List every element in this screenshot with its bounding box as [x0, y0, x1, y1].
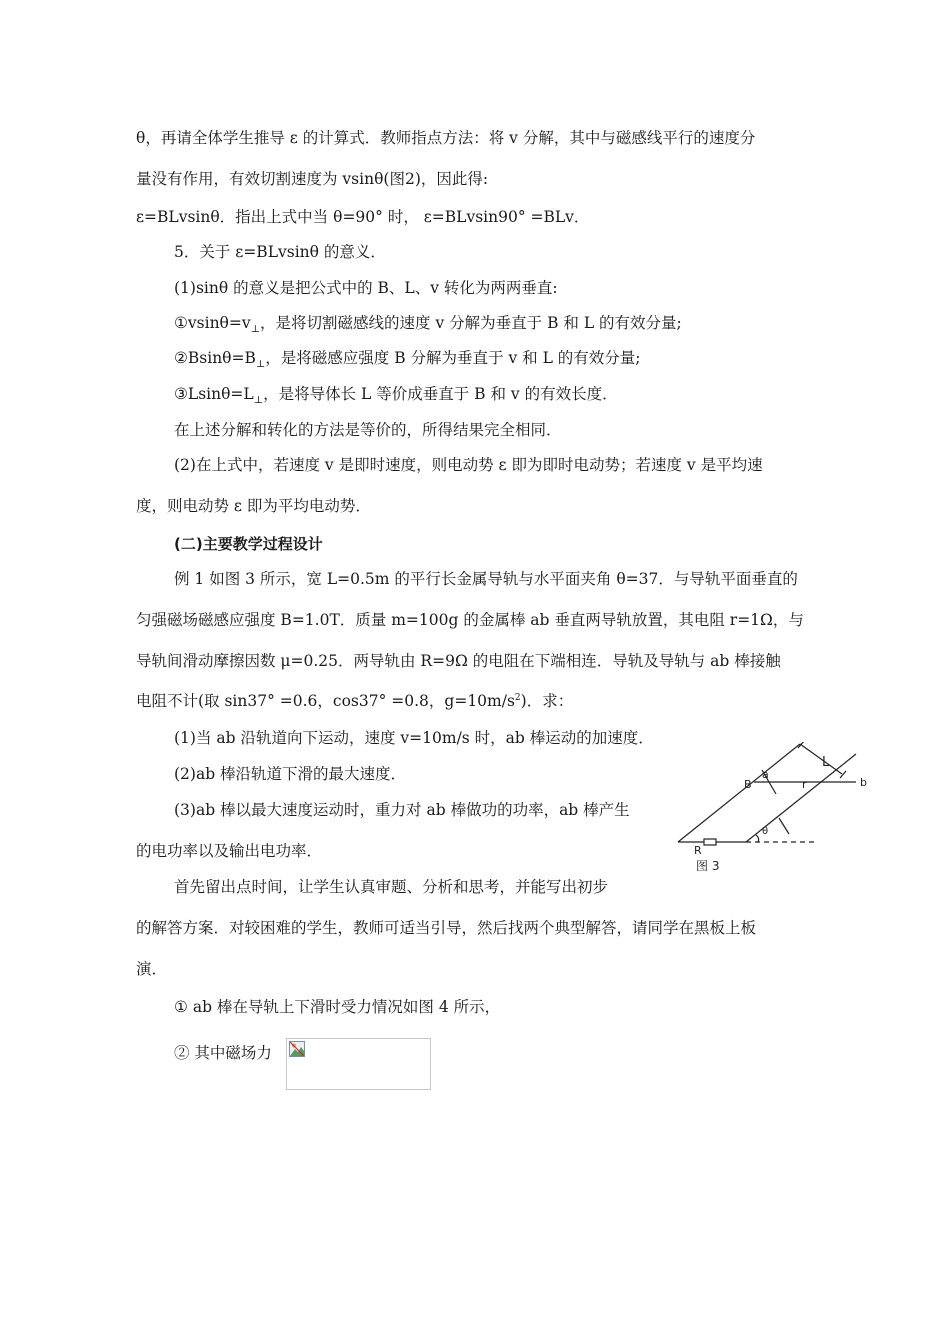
- text-line: 的解答方案．对较困难的学生，教师可适当引导，然后找两个典型解答，请同学在黑板上板: [136, 919, 757, 937]
- text-line: ① ab 棒在导轨上下滑时受力情况如图 4 所示，: [174, 998, 501, 1016]
- broken-image-icon: [289, 1041, 305, 1057]
- perp-subscript: ⊥: [253, 395, 264, 407]
- formula-line: ε=BLvsinθ．指出上式中当 θ=90° 时， ε=BLvsin90° =BLv．: [136, 208, 590, 226]
- question-3-cont: 的电功率以及输出电功率．: [136, 842, 323, 860]
- text-line: [174, 383, 618, 405]
- text-span: ，是将导体长 L 等价成垂直于 B 和 v 的有效长度．: [263, 385, 618, 403]
- text-line: 例 1 如图 3 所示，宽 L=0.5m 的平行长金属导轨与水平面夹角 θ=37．与导轨平面垂直的: [174, 570, 798, 588]
- text-line: 演．: [136, 960, 168, 978]
- question-2: (2)ab 棒沿轨道下滑的最大速度．: [174, 765, 407, 783]
- text-line: [174, 312, 682, 334]
- text-line: [174, 347, 641, 369]
- label-a: a: [762, 768, 769, 781]
- figure-3-diagram: [674, 742, 874, 882]
- perp-subscript: ⊥: [255, 359, 266, 371]
- text-line: 在上述分解和转化的方法是等价的，所得结果完全相同．: [174, 421, 562, 439]
- text-line: 导轨间滑动摩擦因数 μ=0.25．两导轨由 R=9Ω 的电阻在下端相连．导轨及导轨与 ab 棒接触: [136, 652, 781, 670]
- label-theta: θ: [762, 826, 769, 837]
- text-line: 量没有作用，有效切割速度为 vsinθ(图2)，因此得:: [136, 170, 489, 188]
- perp-subscript: ⊥: [250, 324, 261, 336]
- text-span: 电阻不计(取 sin37° =0.6，cos37° =0.8，g=10m/s: [136, 692, 515, 710]
- text-span: ②Bsinθ=B: [174, 349, 256, 367]
- figure-caption: 图 3: [696, 859, 720, 873]
- text-line: ② 其中磁场力: [174, 1044, 272, 1062]
- label-r: r: [802, 778, 807, 791]
- text-line: 度，则电动势 ε 即为平均电动势．: [136, 497, 371, 515]
- text-line: (1)sinθ 的意义是把公式中的 B、L、v 转化为两两垂直:: [174, 279, 558, 297]
- question-1: (1)当 ab 沿轨道向下运动，速度 v=10m/s 时，ab 棒运动的加速度．: [174, 729, 654, 747]
- text-line: 5．关于 ε=BLvsinθ 的意义．: [174, 243, 386, 261]
- text-line: 首先留出点时间，让学生认真审题、分析和思考，并能写出初步: [174, 878, 609, 896]
- section-heading: (二)主要教学过程设计: [174, 535, 323, 553]
- superscript: 2: [514, 692, 521, 703]
- text-line: (2)在上式中，若速度 v 是即时速度，则电动势 ε 即为即时电动势；若速度 v 是平均速: [174, 456, 763, 474]
- text-span: ，是将磁感应强度 B 分解为垂直于 v 和 L 的有效分量;: [265, 349, 641, 367]
- text-span: ，是将切割磁感线的速度 v 分解为垂直于 B 和 L 的有效分量;: [260, 314, 682, 332]
- text-span: ①vsinθ=v: [174, 314, 251, 332]
- label-B: B: [744, 778, 752, 791]
- text-span: ③Lsinθ=L: [174, 385, 254, 403]
- text-line: [136, 690, 573, 712]
- label-b: b: [860, 776, 867, 789]
- text-line: θ，再请全体学生推导 ε 的计算式．教师指点方法：将 v 分解，其中与磁感线平行的速度分: [136, 129, 756, 147]
- label-L: L: [822, 755, 830, 770]
- label-R: R: [694, 844, 702, 857]
- question-3: (3)ab 棒以最大速度运动时，重力对 ab 棒做功的功率，ab 棒产生: [174, 801, 630, 819]
- broken-image-placeholder: [286, 1038, 431, 1090]
- text-line: 匀强磁场磁感应强度 B=1.0T．质量 m=100g 的金属棒 ab 垂直两导轨放置，其电阻 r=1Ω，与: [136, 611, 804, 629]
- text-span: )．求：: [520, 692, 574, 710]
